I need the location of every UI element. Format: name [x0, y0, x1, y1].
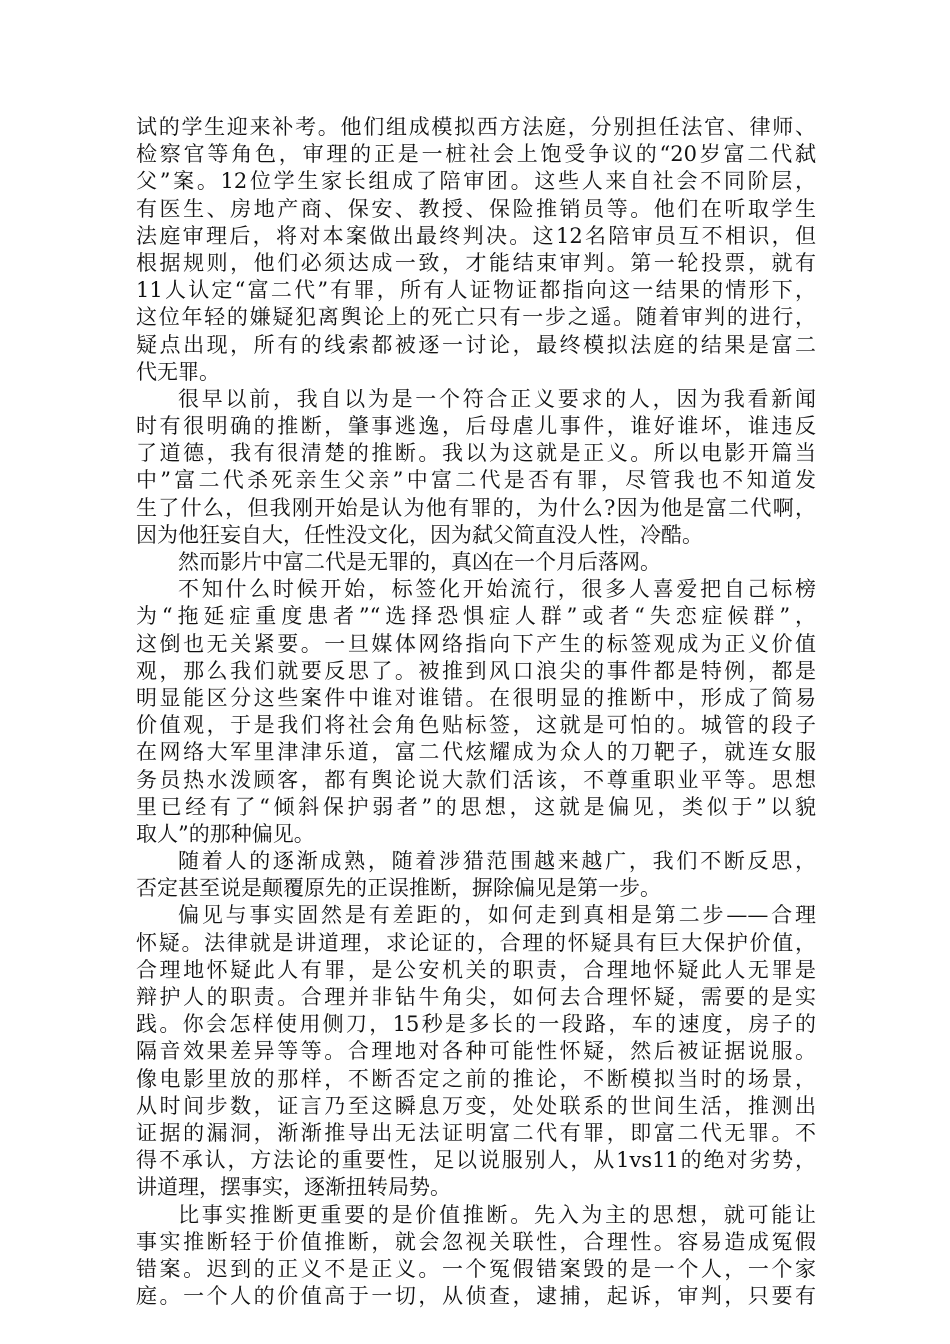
- text-line: 中”富二代杀死亲生父亲”中富二代是否有罪，尽管我也不知道发: [136, 468, 816, 493]
- text-line: 不知什么时候开始，标签化开始流行，很多人喜爱把自己标榜: [178, 577, 816, 602]
- text-line: 11人认定“富二代”有罪，所有人证物证都指向这一结果的情形下，: [136, 278, 816, 303]
- text-line: 讲道理，摆事实，逐渐扭转局势。: [136, 1175, 451, 1200]
- text-line: 根据规则，他们必须达成一致，才能结束审判。第一轮投票，就有: [136, 250, 816, 275]
- text-line: 证据的漏洞，渐渐推导出无法证明富二代有罪，即富二代无罪。不: [136, 1120, 816, 1145]
- text-line: 了道德，我有很清楚的推断。我以为这就是正义。所以电影开篇当: [136, 441, 816, 466]
- text-line: 在网络大军里津津乐道，富二代炫耀成为众人的刀靶子，就连女服: [136, 740, 816, 765]
- text-line: 错案。迟到的正义不是正义。一个冤假错案毁的是一个人，一个家: [136, 1256, 816, 1281]
- text-line: 随着人的逐渐成熟，随着涉猎范围越来越广，我们不断反思，: [178, 849, 816, 874]
- text-line: 隔音效果差异等等。合理地对各种可能性怀疑，然后被证据说服。: [136, 1039, 816, 1064]
- text-line: 怀疑。法律就是讲道理，求论证的，合理的怀疑具有巨大保护价值，: [136, 930, 816, 955]
- text-line: 这倒也无关紧要。一旦媒体网络指向下产生的标签观成为正义价值: [136, 631, 816, 656]
- text-line: 时有很明确的推断，肇事逃逸，后母虐儿事件，谁好谁坏，谁违反: [136, 414, 816, 439]
- text-line: 因为他狂妄自大，任性没文化，因为弑父简直没人性，冷酷。: [136, 522, 703, 547]
- text-line: 明显能区分这些案件中谁对谁错。在很明显的推断中，形成了简易: [136, 685, 816, 710]
- text-line: 很早以前，我自以为是一个符合正义要求的人，因为我看新闻: [178, 386, 816, 411]
- text-line: 然而影片中富二代是无罪的，真凶在一个月后落网。: [178, 550, 661, 574]
- text-line: 检察官等角色，审理的正是一桩社会上饱受争议的“20岁富二代弑: [136, 142, 816, 167]
- text-line: 有医生、房地产商、保安、教授、保险推销员等。他们在听取学生: [136, 196, 816, 221]
- text-line: 为“拖延症重度患者”“选择恐惧症人群”或者“失恋症候群”，: [136, 604, 816, 629]
- text-line: 合理地怀疑此人有罪，是公安机关的职责，合理地怀疑此人无罪是: [136, 957, 816, 982]
- text-line: 里已经有了“倾斜保护弱者”的思想，这就是偏见，类似于”以貌: [136, 794, 816, 819]
- text-line: 践。你会怎样使用侧刀，15秒是多长的一段路，车的速度，房子的: [136, 1012, 816, 1037]
- text-line: 偏见与事实固然是有差距的，如何走到真相是第二步——合理: [178, 903, 816, 928]
- text-line: 事实推断轻于价值推断，就会忽视关联性，合理性。容易造成冤假: [136, 1229, 816, 1254]
- text-line: 疑点出现，所有的线索都被逐一讨论，最终模拟法庭的结果是富二: [136, 332, 816, 357]
- text-line: 像电影里放的那样，不断否定之前的推论，不断模拟当时的场景，: [136, 1066, 816, 1091]
- text-line: 生了什么，但我刚开始是认为他有罪的，为什么?因为他是富二代啊，: [136, 495, 816, 520]
- text-line: 父”案。12位学生家长组成了陪审团。这些人来自社会不同阶层，: [136, 169, 816, 194]
- text-line: 取人”的那种偏见。: [136, 821, 315, 846]
- text-line: 得不承认，方法论的重要性，足以说服别人，从1vs11的绝对劣势，: [136, 1148, 816, 1173]
- text-line: 观，那么我们就要反思了。被推到风口浪尖的事件都是特例，都是: [136, 658, 816, 683]
- text-line: 务员热水泼顾客，都有舆论说大款们活该，不尊重职业平等。思想: [136, 767, 816, 792]
- text-line: 这位年轻的嫌疑犯离舆论上的死亡只有一步之遥。随着审判的进行，: [136, 305, 816, 330]
- text-line: 价值观，于是我们将社会角色贴标签，这就是可怕的。城管的段子: [136, 713, 816, 738]
- article-body: [136, 114, 816, 1310]
- text-line: 法庭审理后，将对本案做出最终判决。这12名陪审员互不相识，但: [136, 223, 816, 248]
- text-line: 从时间步数，证言乃至这瞬息万变，处处联系的世间生活，推测出: [136, 1093, 816, 1118]
- text-line: 代无罪。: [136, 359, 220, 384]
- text-line: 试的学生迎来补考。他们组成模拟西方法庭，分别担任法官、律师、: [136, 115, 816, 139]
- text-line: 庭。一个人的价值高于一切，从侦查，逮捕，起诉，审判，只要有: [136, 1284, 816, 1309]
- text-line: 比事实推断更重要的是价值推断。先入为主的思想，就可能让: [178, 1202, 816, 1227]
- text-line: 辩护人的职责。合理并非钻牛角尖，如何去合理怀疑，需要的是实: [136, 985, 816, 1009]
- text-line: 否定甚至说是颠覆原先的正误推断，摒除偏见是第一步。: [136, 876, 661, 901]
